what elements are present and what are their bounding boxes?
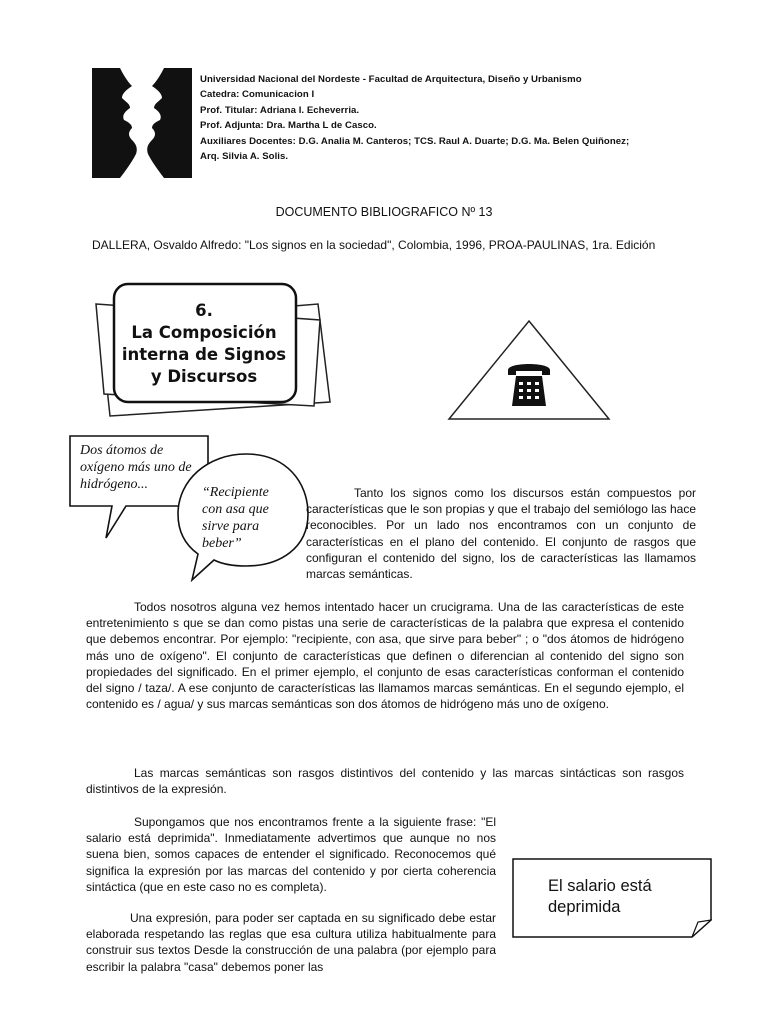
paragraph-2: Todos nosotros alguna vez hemos intentado hacer un crucigrama. Una de las características de este entretenimiento s que se dan como pistas una serie de características de la palabra que expresa el contenido que debemos encontrar. Por ejemplo: "recipiente, con asa, que sirve para beber" ; o "dos átomos de hidrógeno más uno de oxígeno". El conjunto de características que definen o diferencian al contenido del signo son propiedades del significado. En el primer ejemplo, el conjunto de esas características conforman el contenido del signo / taza/. A ese conjunto de características las llamamos marcas semánticas. En el segundo ejemplo, el contenido es / agua/ y sus marcas semánticas son dos átomos de hidrógeno más uno de oxígeno. <box>86 600 684 712</box>
header-adjunta: Prof. Adjunta: Dra. Martha L de Casco. <box>200 120 377 132</box>
rubin-vase-faces-icon <box>92 68 192 178</box>
bubble-right-text: “Recipiente con asa que sirve para beber” <box>202 485 269 551</box>
header-auxiliares: Auxiliares Docentes: D.G. Analia M. Canteros; TCS. Raul A. Duarte; D.G. Ma. Belen Quiñonez; <box>200 135 630 147</box>
chapter-line-3: y Discursos <box>150 367 258 386</box>
paragraph-5: Una expresión, para poder ser captada en su significado debe estar elaborada respetando las reglas que esa cultura utiliza habitualmente para construir sus textos Desde la construcción de una palabra (por ejemplo para escribir la palabra "casa" debemos poner las <box>86 911 496 974</box>
header-info <box>200 72 629 164</box>
header-catedra: Catedra: Comunicacion I <box>200 89 315 101</box>
paragraph-1: Tanto los signos como los discursos están compuestos por características que le son propias y que el trabajo del semiólogo las hace reconocibles. Por un lado nos encontramos con un conjunto de características en el plano del contenido. El conjunto de rasgos que configuran el contenido del signo, los de características las llamamos marcas semánticas. <box>306 486 696 582</box>
paragraph-4: Supongamos que nos encontramos frente a la siguiente frase: "El salario está deprimida". Inmediatamente advertimos que aunque no nos suena bien, somos capaces de entender el significado. Reconocemos qué significa la expresión por las marcas del contenido y por cierta coherencia sintáctica (que en este caso no es completa). <box>86 815 496 894</box>
chapter-title <box>116 300 292 388</box>
note-line-1: El salario está <box>548 877 652 895</box>
chapter-line-2: interna de Signos <box>121 345 287 364</box>
telephone-triangle-sign <box>446 318 612 422</box>
header-university: Universidad Nacional del Nordeste - Facultad de Arquitectura, Diseño y Urbanismo <box>200 74 582 85</box>
bubble-left-text: Dos átomos de oxígeno más uno de hidrógeno... <box>80 443 192 492</box>
header-arq: Arq. Silvia A. Solis. <box>200 151 289 163</box>
paragraph-3: Las marcas semánticas son rasgos distintivos del contenido y las marcas sintácticas son rasgos distintivos de la expresión. <box>86 766 684 797</box>
document-title: DOCUMENTO BIBLIOGRAFICO Nº 13 <box>275 205 493 219</box>
header-titular: Prof. Titular: Adriana I. Echeverria. <box>200 104 360 116</box>
citation: DALLERA, Osvaldo Alfredo: "Los signos en la sociedad", Colombia, 1996, PROA-PAULINAS, 1ra. Edición <box>92 238 656 252</box>
note-text <box>548 876 652 918</box>
chapter-number: 6. <box>195 301 213 320</box>
note-line-2: deprimida <box>548 898 621 916</box>
chapter-line-1: La Composición <box>131 323 277 342</box>
